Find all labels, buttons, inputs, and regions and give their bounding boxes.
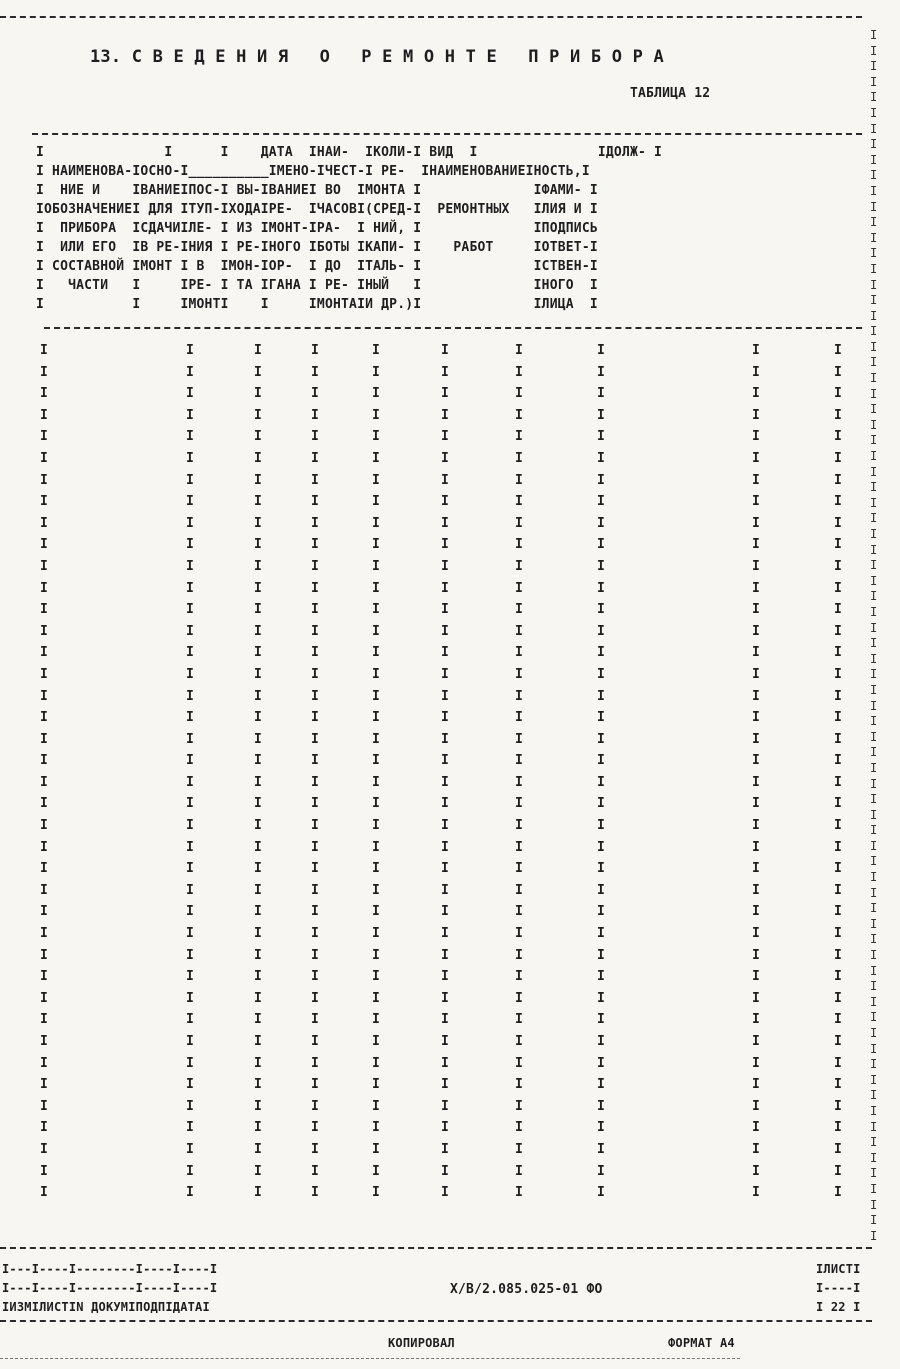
stamp-row: IИЗМIЛИСТIN ДОКУМIПОДПIДАТАI [2,1300,210,1314]
header-line: I ПРИБОРА IСДАЧИIЛЕ- I ИЗ IМОНТ-IРА- I НИЙ, I IПОДПИСЬ [36,221,598,236]
header-top-border [32,133,862,135]
table-bottom-border [0,1247,872,1249]
sheet-number: I 22 I [816,1300,861,1314]
table-body [0,340,862,1220]
format-label: ФОРМАТ А4 [668,1336,735,1350]
column-divider: I I I I I I I I I I I I I I I I I I I I I I I I I I I I I I I I I I I I I I I I [311,343,319,1201]
table-label: ТАБЛИЦА 12 [630,86,711,101]
header-line: IОБОЗНАЧЕНИЕI ДЛЯ ITУП-IХОДАIРЕ- IЧАСОВI(СРЕД-I РЕМОНТНЫХ IЛИЯ И I [36,202,598,217]
top-border [0,16,862,18]
column-divider: I I I I I I I I I I I I I I I I I I I I I I I I I I I I I I I I I I I I I I I I [441,343,449,1201]
stamp-bottom-border [0,1320,872,1322]
stamp-row: I---I----I--------I----I----I [2,1262,218,1276]
header-line: I I I ДАТА IНАИ- IКОЛИ-I ВИД I IДОЛЖ- I [36,145,663,160]
header-line: I ЧАСТИ I IРЕ- I ТА IГАНА I РЕ- IНЫЙ I IНОГО I [36,278,598,293]
stamp-row: I---I----I--------I----I----I [2,1281,218,1295]
header-line: I СОСТАВНОЙ IМОНТ I В IМОН-IОР- I ДО IТАЛЬ- I IСТВЕН-I [36,259,598,274]
header-line: I НАИМЕНОВА-IОСНО-I__________IМЕНО-IЧЕСТ-I РЕ- IНАИМЕНОВАНИЕIНОСТЬ,I [36,164,590,179]
document-code: Х/В/2.085.025-01 ФО [450,1282,603,1297]
copied-label: КОПИРОВАЛ [388,1336,455,1350]
column-divider: I I I I I I I I I I I I I I I I I I I I I I I I I I I I I I I I I I I I I I I I [186,343,194,1201]
column-divider: I I I I I I I I I I I I I I I I I I I I I I I I I I I I I I I I I I I I I I I I [597,343,605,1201]
header-line: I ИЛИ ЕГО IВ РЕ-IНИЯ I РЕ-IНОГО IБОТЫ IКАПИ- I РАБОТ IОТВЕТ-I [36,240,598,255]
footer-border [0,1358,740,1359]
column-divider: I I I I I I I I I I I I I I I I I I I I I I I I I I I I I I I I I I I I I I I I [834,343,842,1201]
right-margin-border: I I I I I I I I I I I I I I I I I I I I I I I I I I I I I I I I I I I I I I I I I I I I I I I I I I I I I I I I I I I I I I I I I I I I I I I I I I I I I I [870,28,878,1243]
header-line: I I IМОНТI I IМОНТАIИ ДР.)I IЛИЦА I [36,297,598,312]
column-divider: I I I I I I I I I I I I I I I I I I I I I I I I I I I I I I I I I I I I I I I I [372,343,380,1201]
sheet-separator: I----I [816,1281,861,1295]
header-line: I НИЕ И IВАНИЕIПОС-I ВЫ-IВАНИЕI ВО IМОНТА I IФАМИ- I [36,183,598,198]
column-divider: I I I I I I I I I I I I I I I I I I I I I I I I I I I I I I I I I I I I I I I I [254,343,262,1201]
page-title: 13. С В Е Д Е Н И Я О Р Е М О Н Т Е П Р И Б О Р А [90,47,664,67]
column-divider: I I I I I I I I I I I I I I I I I I I I I I I I I I I I I I I I I I I I I I I I [40,343,48,1201]
sheet-label: IЛИСТI [816,1262,861,1276]
column-divider: I I I I I I I I I I I I I I I I I I I I I I I I I I I I I I I I I I I I I I I I [515,343,523,1201]
header-bottom-border [44,327,862,329]
column-divider: I I I I I I I I I I I I I I I I I I I I I I I I I I I I I I I I I I I I I I I I [752,343,760,1201]
